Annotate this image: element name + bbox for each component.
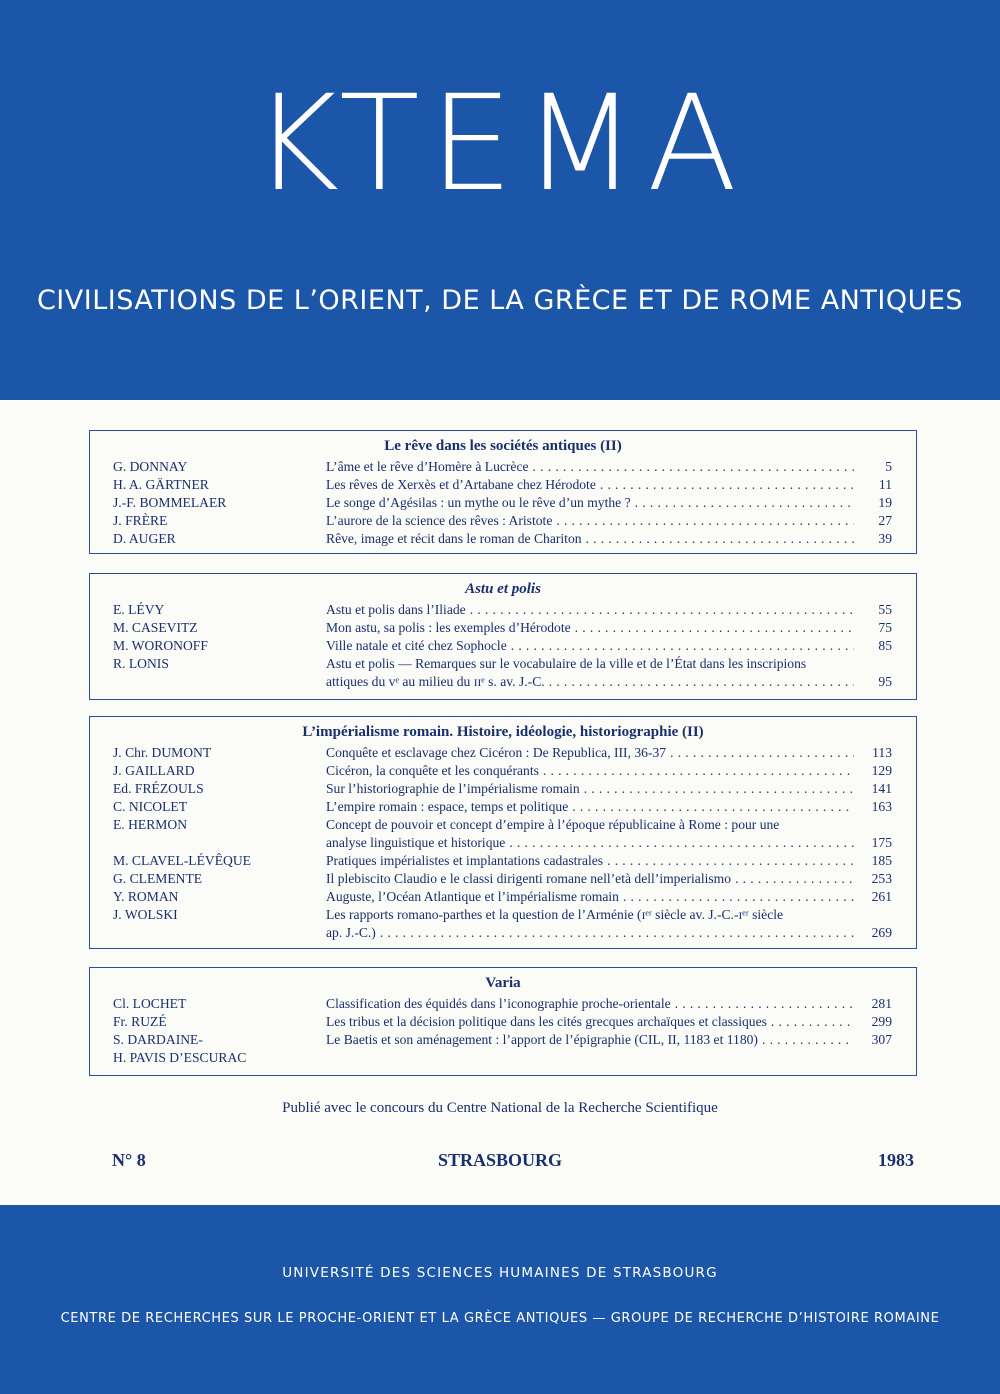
entry-page: 95 — [878, 674, 892, 689]
entry-page: 261 — [871, 889, 892, 904]
issue-city: STRASBOURG — [437, 1150, 563, 1170]
entry-title-continued: analyse linguistique et historique — [326, 835, 506, 850]
toc-entry — [90, 995, 916, 1013]
entry-author: M. WORONOFF — [113, 638, 208, 653]
entry-title: Les tribus et la décision politique dans les cités grecques archaïques et classiques — [326, 1014, 767, 1029]
entry-title: Conquête et esclavage chez Cicéron : De Republica, III, 36-37 — [326, 745, 667, 760]
entry-title: Rêve, image et récit dans le roman de Chariton — [326, 531, 582, 546]
entry-author: J. GAILLARD — [113, 763, 195, 778]
entry-page: 27 — [878, 513, 892, 528]
entry-title: Pratiques impérialistes et implantations cadastrales — [326, 853, 604, 868]
entry-author: Fr. RUZÉ — [113, 1014, 167, 1029]
entry-title: Classification des équidés dans l’iconographie proche-orientale — [326, 996, 671, 1011]
research-centres: CENTRE DE RECHERCHES SUR LE PROCHE-ORIENT ET LA GRÈCE ANTIQUES — GROUPE DE RECHERCHE D’HISTOIRE ROMAINE — [60, 1311, 940, 1326]
entry-author: Cl. LOCHET — [113, 996, 187, 1011]
entry-page: 11 — [878, 477, 892, 492]
entry-page: 113 — [872, 745, 892, 760]
entry-title: Les rêves de Xerxès et d’Artabane chez Hérodote — [326, 477, 596, 492]
entry-page: 39 — [878, 531, 892, 546]
entry-author: C. NICOLET — [113, 799, 188, 814]
entry-title-continued: attiques du vᵉ au milieu du ɪɪᵉ s. av. J.-C. — [326, 674, 545, 689]
entry-page: 269 — [871, 925, 892, 940]
toc-entry — [90, 637, 916, 655]
toc-section-astu — [89, 573, 917, 700]
entry-title: Le songe d’Agésilas : un mythe ou le rêve d’un mythe ? — [326, 495, 631, 510]
toc-entry — [90, 798, 916, 816]
cover-header-band — [0, 0, 1000, 400]
cover-footer-band — [0, 1205, 1000, 1394]
entry-title: Astu et polis dans l’Iliade — [326, 602, 466, 617]
toc-entry — [90, 494, 916, 512]
toc-entry — [90, 476, 916, 494]
entry-author: D. AUGER — [113, 531, 176, 546]
entry-author: J. WOLSKI — [113, 907, 178, 922]
entry-page: 129 — [871, 763, 892, 778]
entry-title: L’empire romain : espace, temps et politique — [326, 799, 569, 814]
toc-entry — [90, 1031, 916, 1049]
entry-title-continued: ap. J.-C.) — [326, 925, 376, 940]
entry-author: R. LONIS — [113, 656, 169, 671]
university-name: UNIVERSITÉ DES SCIENCES HUMAINES DE STRASBOURG — [282, 1265, 718, 1281]
entry-author: H. A. GÄRTNER — [113, 477, 209, 492]
toc-entry — [90, 870, 916, 888]
entry-title: Mon astu, sa polis : les exemples d’Hérodote — [326, 620, 571, 635]
entry-author: S. DARDAINE- — [113, 1032, 203, 1047]
entry-title: Cicéron, la conquête et les conquérants — [326, 763, 539, 778]
entry-page: 299 — [871, 1014, 892, 1029]
entry-author: J.-F. BOMMELAER — [113, 495, 227, 510]
entry-page: 55 — [878, 602, 892, 617]
toc-entry — [90, 762, 916, 780]
toc-entry — [90, 530, 916, 548]
entry-author: E. HERMON — [113, 817, 188, 832]
toc-entry-continued — [90, 1049, 916, 1067]
entry-title: Le Baetis et son aménagement : l’apport de l’épigraphie (CIL, II, 1183 et 1180) — [326, 1032, 758, 1047]
entry-title: L’aurore de la science des rêves : Aristote — [326, 513, 553, 528]
entry-title: Ville natale et cité chez Sophocle — [326, 638, 507, 653]
entry-author-continued: H. PAVIS D’ESCURAC — [113, 1050, 247, 1065]
entry-title: Astu et polis — Remarques sur le vocabulaire de la ville et de l’État dans les inscripions — [326, 656, 807, 671]
section-title: Varia — [485, 975, 521, 991]
toc-section-varia — [89, 967, 917, 1076]
entry-page: 5 — [885, 459, 892, 474]
issue-number: N° 8 — [112, 1150, 146, 1170]
toc-entry-continued — [90, 834, 916, 852]
section-title: Le rêve dans les sociétés antiques (II) — [384, 438, 622, 454]
entry-page: 281 — [871, 996, 892, 1011]
entry-title: Sur l’historiographie de l’impérialisme romain — [326, 781, 580, 796]
entry-page: 175 — [871, 835, 892, 850]
entry-author: G. CLEMENTE — [113, 871, 203, 886]
entry-title: Auguste, l’Océan Atlantique et l’impérialisme romain — [326, 889, 619, 904]
entry-page: 185 — [871, 853, 892, 868]
entry-author: M. CASEVITZ — [113, 620, 198, 635]
entry-author: E. LÉVY — [113, 602, 165, 617]
entry-title: Les rapports romano-parthes et la question de l’Arménie (ɪᵉʳ siècle av. J.-C.-ɪᵉʳ siècle — [326, 907, 784, 922]
toc-entry — [90, 816, 916, 834]
entry-page: 141 — [871, 781, 892, 796]
toc-entry-continued — [90, 673, 916, 691]
entry-page: 307 — [871, 1032, 892, 1047]
entry-title: L’âme et le rêve d’Homère à Lucrèce — [326, 459, 529, 474]
toc-entry — [90, 655, 916, 673]
journal-subtitle: CIVILISATIONS DE L’ORIENT, DE LA GRÈCE ET DE ROME ANTIQUES — [36, 285, 964, 316]
toc-entry — [90, 744, 916, 762]
journal-title: KTEMA — [252, 67, 748, 221]
toc-entry-continued — [90, 924, 916, 942]
section-title: L’impérialisme romain. Histoire, idéologie, historiographie (II) — [302, 724, 704, 740]
toc-entry — [90, 852, 916, 870]
entry-author: Ed. FRÉZOULS — [113, 781, 204, 796]
entry-author: G. DONNAY — [113, 459, 188, 474]
toc-entry — [90, 458, 916, 476]
entry-page: 85 — [878, 638, 892, 653]
entry-page: 163 — [871, 799, 892, 814]
publication-note: Publié avec le concours du Centre National de la Recherche Scientifique — [282, 1100, 718, 1116]
toc-entry — [90, 906, 916, 924]
toc-entry — [90, 780, 916, 798]
entry-page: 75 — [878, 620, 892, 635]
toc-entry — [90, 888, 916, 906]
entry-title: Il plebiscito Claudio e le classi dirigenti romane nell’età dell’imperialismo — [326, 871, 732, 886]
entry-author: J. Chr. DUMONT — [113, 745, 212, 760]
toc-section-reve — [89, 430, 917, 554]
entry-page: 253 — [871, 871, 892, 886]
issue-year: 1983 — [878, 1150, 914, 1170]
toc-section-imperialisme — [89, 716, 917, 949]
toc-entry — [90, 619, 916, 637]
entry-author: J. FRÈRE — [113, 513, 168, 528]
entry-page: 19 — [878, 495, 892, 510]
toc-entry — [90, 601, 916, 619]
entry-author: M. CLAVEL-LÉVÊQUE — [113, 853, 251, 868]
entry-author: Y. ROMAN — [113, 889, 179, 904]
section-title: Astu et polis — [465, 581, 541, 597]
toc-entry — [90, 512, 916, 530]
entry-title: Concept de pouvoir et concept d’empire à l’époque républicaine à Rome : pour une — [326, 817, 780, 832]
toc-entry — [90, 1013, 916, 1031]
